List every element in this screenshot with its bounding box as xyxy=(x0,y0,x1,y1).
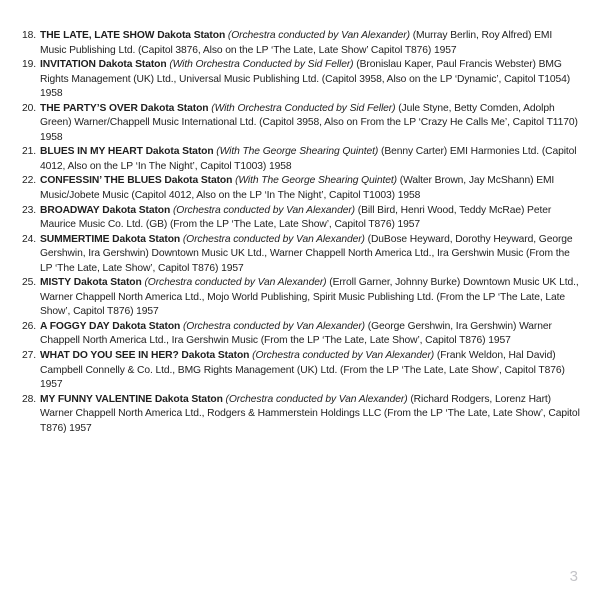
track-artist: Dakota Staton xyxy=(154,393,223,405)
track-number: 21. xyxy=(22,146,37,158)
track-title: THE PARTY’S OVER xyxy=(40,102,138,114)
track-row xyxy=(22,320,580,349)
page-number: 3 xyxy=(569,568,578,585)
track-number: 20. xyxy=(22,102,37,114)
track-number: 19. xyxy=(22,59,37,71)
track-list xyxy=(22,29,580,436)
track-text xyxy=(40,349,580,393)
track-credits: (Benny Carter) EMI Harmonies Ltd. (Capitol 4012, Also on the LP ‘In The Night’, Capitol T1003) 1958 xyxy=(40,146,577,172)
track-credits: (DuBose Heyward, Dorothy Heyward, George Gershwin, Ira Gershwin) Downtown Music UK Ltd., Warner Chappell North America Ltd., Ira Gershwin Music (From the LP ‘The Late, Late Show’, Capitol T876) 1957 xyxy=(40,233,573,274)
track-title: INVITATION xyxy=(40,59,96,71)
track-artist: Dakota Staton xyxy=(112,233,181,245)
track-artist: Dakota Staton xyxy=(73,277,142,289)
track-text xyxy=(40,174,580,203)
track-title: BLUES IN MY HEART xyxy=(40,146,143,158)
track-artist: Dakota Staton xyxy=(140,102,209,114)
track-title: MISTY xyxy=(40,277,71,289)
track-artist: Dakota Staton xyxy=(181,350,250,362)
track-text xyxy=(40,58,580,102)
track-ensemble: (Orchestra conducted by Van Alexander) xyxy=(225,393,408,405)
track-ensemble: (Orchestra conducted by Van Alexander) xyxy=(227,30,410,41)
track-title: MY FUNNY VALENTINE xyxy=(40,393,153,405)
track-number: 18. xyxy=(22,30,37,41)
track-row xyxy=(22,233,580,277)
track-text xyxy=(40,102,580,146)
track-artist: Dakota Staton xyxy=(98,59,167,71)
track-number: 27. xyxy=(22,350,37,362)
track-artist: Dakota Staton xyxy=(157,30,226,41)
track-artist: Dakota Staton xyxy=(112,320,181,332)
track-text xyxy=(40,320,580,349)
track-ensemble: (With Orchestra Conducted by Sid Feller) xyxy=(211,102,396,114)
track-number: 24. xyxy=(22,233,37,245)
track-number: 25. xyxy=(22,277,37,289)
track-credits: (Richard Rodgers, Lorenz Hart) Warner Chappell North America Ltd., Rodgers & Hammerstein Holdings LLC (From the LP ‘The Late, Late Show’, Capitol T876) 1957 xyxy=(40,393,580,434)
track-text xyxy=(40,29,580,58)
track-ensemble: (Orchestra conducted by Van Alexander) xyxy=(182,233,365,245)
track-text xyxy=(40,393,580,437)
track-title: BROADWAY xyxy=(40,204,100,216)
track-row xyxy=(22,29,580,58)
track-text xyxy=(40,276,580,320)
track-title: WHAT DO YOU SEE IN HER? xyxy=(40,350,179,362)
track-text xyxy=(40,204,580,233)
track-credits: (Walter Brown, Jay McShann) EMI Music/Jobete Music (Capitol 4012, Also on the LP ‘In The Night’, Capitol T1003) 1958 xyxy=(40,175,555,202)
track-text xyxy=(40,145,580,174)
track-title: A FOGGY DAY xyxy=(40,320,110,332)
track-number: 26. xyxy=(22,320,37,332)
track-artist: Dakota Staton xyxy=(164,175,233,187)
track-ensemble: (With The George Shearing Quintet) xyxy=(235,175,397,187)
track-credits: (Frank Weldon, Hal David) Campbell Connelly & Co. Ltd., BMG Rights Management (UK) Ltd. (From the LP ‘The Late, Late Show’, Capitol T876) 1957 xyxy=(40,350,565,391)
track-title: THE LATE, LATE SHOW xyxy=(40,30,155,41)
track-ensemble: (Orchestra conducted by Van Alexander) xyxy=(144,277,327,289)
track-row xyxy=(22,174,580,203)
track-row xyxy=(22,276,580,320)
track-credits: (Erroll Garner, Johnny Burke) Downtown Music UK Ltd., Warner Chappell North America Ltd., Mojo World Publishing, Spirit Music Publishing Ltd. (From the LP ‘The Late, Late Show’, Capitol T876) 1957 xyxy=(40,277,579,318)
track-credits: (Bronislau Kaper, Paul Francis Webster) BMG Rights Management (UK) Ltd., Universal Music Publishing Ltd. (Capitol 3958, Also on the LP ‘Dynamic’, Capitol T1054) 1958 xyxy=(40,59,571,100)
track-ensemble: (Orchestra conducted by Van Alexander) xyxy=(252,350,435,362)
track-row xyxy=(22,349,580,393)
track-number: 22. xyxy=(22,175,37,187)
track-credits: (Jule Styne, Betty Comden, Adolph Green) Warner/Chappell Music International Ltd. (Capitol 3958, Also on From the LP ‘Crazy He Calls Me’, Capitol T1170) 1958 xyxy=(40,102,578,143)
track-row xyxy=(22,145,580,174)
track-text xyxy=(40,233,580,277)
track-row xyxy=(22,58,580,102)
track-ensemble: (Orchestra conducted by Van Alexander) xyxy=(172,204,355,216)
track-ensemble: (With The George Shearing Quintet) xyxy=(216,146,379,158)
track-artist: Dakota Staton xyxy=(102,204,171,216)
track-credits: (Bill Bird, Henri Wood, Teddy McRae) Peter Maurice Music Co. Ltd. (GB) (From the LP ‘The Late, Late Show’, Capitol T876) 1957 xyxy=(40,204,552,231)
track-number: 28. xyxy=(22,393,37,405)
track-title: SUMMERTIME xyxy=(40,233,110,245)
track-row xyxy=(22,102,580,146)
track-credits: (George Gershwin, Ira Gershwin) Warner Chappell North America Ltd., Ira Gershwin Music (From the LP ‘The Late, Late Show’, Capitol T876) 1957 xyxy=(40,320,552,347)
track-title: CONFESSIN’ THE BLUES xyxy=(40,175,162,187)
track-ensemble: (Orchestra conducted by Van Alexander) xyxy=(182,320,365,332)
track-credits: (Murray Berlin, Roy Alfred) EMI Music Publishing Ltd. (Capitol 3876, Also on the LP ‘The Late, Late Show’ Capitol T876) 1957 xyxy=(40,30,553,56)
track-row xyxy=(22,204,580,233)
track-row xyxy=(22,393,580,437)
track-number: 23. xyxy=(22,204,37,216)
track-ensemble: (With Orchestra Conducted by Sid Feller) xyxy=(169,59,354,71)
track-artist: Dakota Staton xyxy=(145,146,214,158)
